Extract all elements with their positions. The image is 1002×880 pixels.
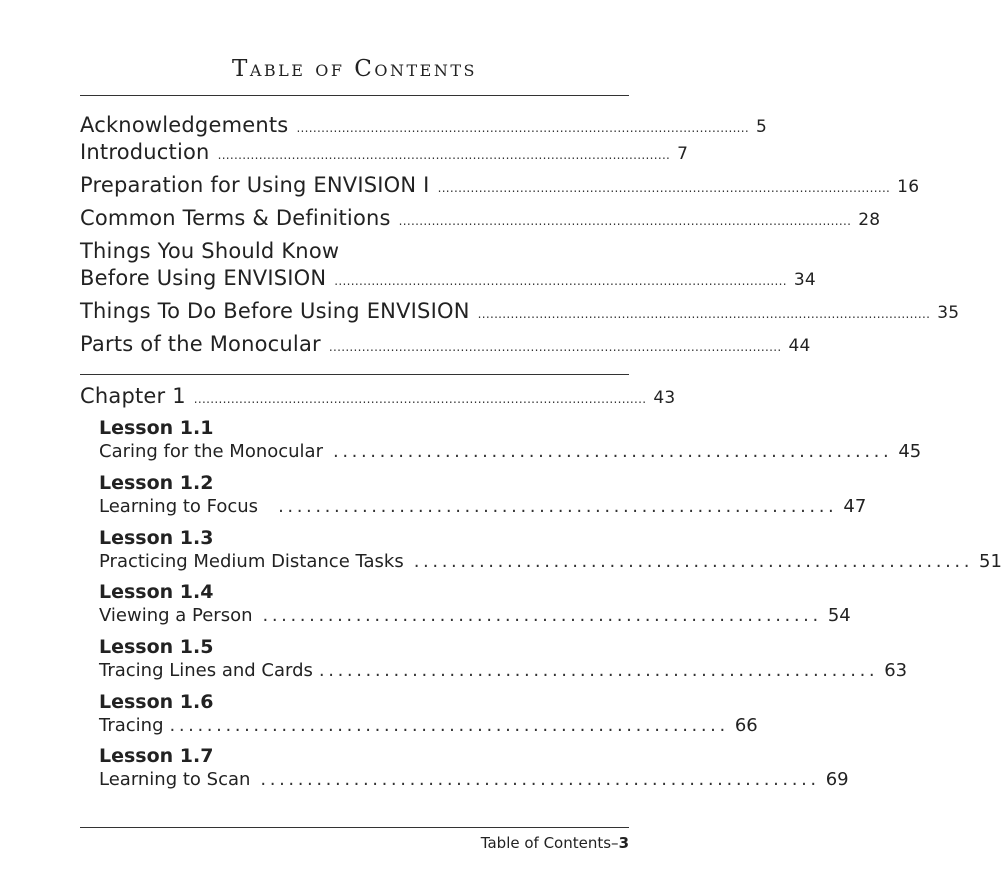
toc-entry-lesson-1-5[interactable] — [99, 660, 908, 681]
toc-entry-page: 43 — [653, 388, 676, 408]
toc-entry-label: Learning to Focus — [99, 496, 259, 517]
toc-entry-page: 63 — [884, 660, 908, 681]
toc-entry-page: 47 — [843, 496, 867, 517]
toc-entry-lesson-1-3[interactable] — [99, 551, 1002, 572]
toc-entry-page: 35 — [937, 303, 960, 323]
dot-leader: ............................................................ — [318, 660, 879, 681]
toc-entry-lesson-1-4[interactable] — [99, 605, 851, 626]
footer-page-number: 3 — [618, 834, 629, 852]
toc-entry-label: Preparation for Using ENVISION I — [80, 173, 430, 197]
lesson-heading: Lesson 1.5 — [99, 636, 214, 658]
page-footer — [481, 834, 629, 852]
toc-entry-label: Learning to Scan — [99, 769, 251, 790]
toc-entry-label: Viewing a Person — [99, 605, 253, 626]
toc-entry-label: Parts of the Monocular — [80, 332, 321, 356]
lesson-heading: Lesson 1.4 — [99, 581, 214, 603]
toc-entry-page: 44 — [788, 336, 811, 356]
toc-entry-introduction[interactable] — [80, 140, 689, 164]
dot-leader: ............................................................ — [260, 769, 820, 790]
dot-leader: ............................................................ — [333, 441, 893, 462]
toc-entry-label: Introduction — [80, 140, 210, 164]
toc-entry-label: Common Terms & Definitions — [80, 206, 391, 230]
title-rule — [80, 95, 629, 96]
footer-rule — [80, 827, 629, 828]
toc-entry-lesson-1-7[interactable] — [99, 769, 849, 790]
dot-leader: .............................................................................................................. — [217, 148, 671, 162]
dot-leader: ............................................................ — [169, 715, 729, 736]
dot-leader: .............................................................................................................. — [437, 181, 891, 195]
toc-entry-page: 54 — [827, 605, 851, 626]
toc-entry-page: 5 — [756, 117, 768, 137]
dot-leader: ............................................................ — [262, 605, 822, 626]
dot-leader: .............................................................................................................. — [477, 307, 931, 321]
toc-entry-page: 66 — [734, 715, 758, 736]
toc-entry-page: 34 — [793, 270, 816, 290]
toc-entry-label: Chapter 1 — [80, 384, 186, 408]
toc-entry-things-know[interactable] — [80, 266, 816, 290]
toc-entry-label: Things To Do Before Using ENVISION — [80, 299, 470, 323]
dot-leader: ............................................................ — [413, 551, 974, 572]
toc-entry-label: Caring for the Monocular — [99, 441, 323, 462]
footer-label: Table of Contents– — [480, 834, 619, 852]
toc-entry-label: Tracing Lines and Cards — [99, 660, 313, 681]
lesson-heading: Lesson 1.6 — [99, 691, 214, 713]
section-rule — [80, 374, 629, 375]
toc-entry-lesson-1-6[interactable] — [99, 715, 758, 736]
toc-entry-page: 16 — [897, 177, 920, 197]
page-title: Table of Contents — [232, 56, 477, 82]
toc-entry-label: Practicing Medium Distance Tasks — [99, 551, 404, 572]
toc-entry-acknowledgements[interactable] — [80, 113, 768, 137]
toc-entry-page: 28 — [858, 210, 881, 230]
lesson-heading: Lesson 1.2 — [99, 472, 214, 494]
toc-entry-label: Tracing — [99, 715, 164, 736]
dot-leader: .............................................................................................................. — [334, 274, 787, 288]
toc-entry-page: 45 — [898, 441, 922, 462]
toc-entry-label: Acknowledgements — [80, 113, 289, 137]
lesson-heading: Lesson 1.3 — [99, 527, 214, 549]
toc-entry-parts-monocular[interactable] — [80, 332, 811, 356]
toc-entry-common-terms[interactable] — [80, 206, 881, 230]
toc-entry-page: 7 — [677, 144, 689, 164]
lesson-heading: Lesson 1.1 — [99, 417, 214, 439]
dot-leader: .............................................................................................................. — [328, 340, 782, 354]
toc-entry-lesson-1-2[interactable] — [99, 496, 867, 517]
dot-leader: ............................................................ — [278, 496, 838, 517]
toc-entry-page: 51 — [979, 551, 1002, 572]
toc-entry-chapter-1[interactable] — [80, 384, 676, 408]
toc-entry-things-know-line1: Things You Should Know — [80, 239, 340, 263]
toc-entry-lesson-1-1[interactable] — [99, 441, 922, 462]
lesson-heading: Lesson 1.7 — [99, 745, 214, 767]
toc-entry-things-to-do[interactable] — [80, 299, 960, 323]
dot-leader: .............................................................................................................. — [398, 214, 852, 228]
toc-entry-preparation[interactable] — [80, 173, 920, 197]
toc-entry-label: Before Using ENVISION — [80, 266, 327, 290]
dot-leader: .............................................................................................................. — [193, 392, 647, 406]
dot-leader: .............................................................................................................. — [296, 121, 750, 135]
toc-entry-page: 69 — [825, 769, 849, 790]
